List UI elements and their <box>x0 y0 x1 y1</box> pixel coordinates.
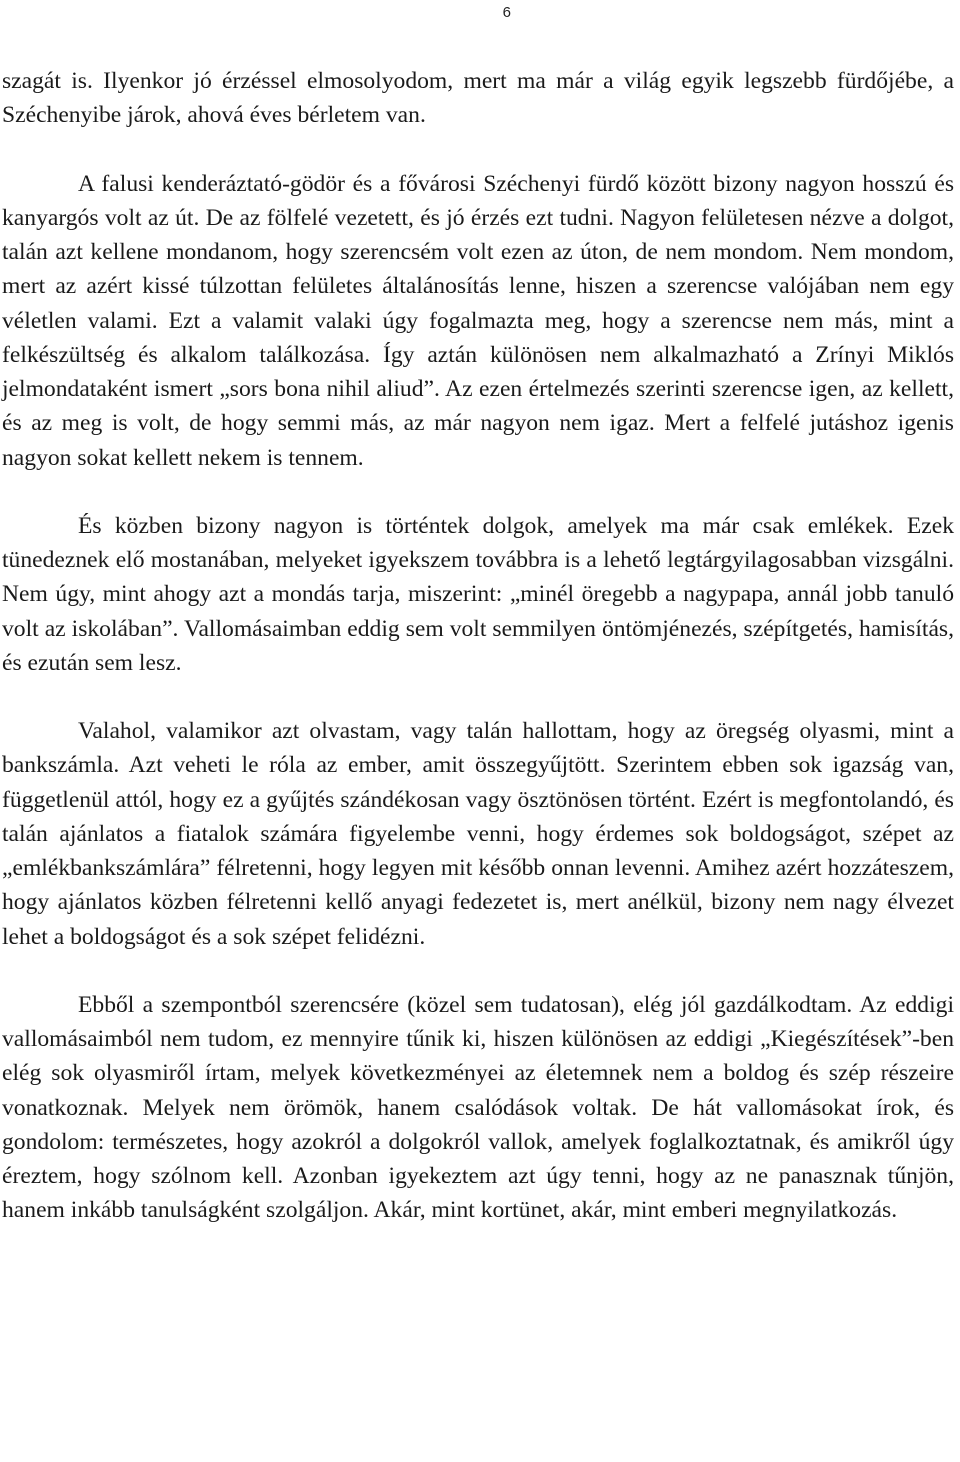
paragraph: Valahol, valamikor azt olvastam, vagy talán hallottam, hogy az öregség olyasmi, mint a bankszámla. Azt veheti le róla az ember, amit összegyűjtött. Szerintem ebben sok igazság van, függetlenül attól, hogy ez a gyűjtés szándékosan vagy ösztönösen történt. Ezért is megfontolandó, és talán ajánlatos a fiatalok számára figyelembe venni, hogy érdemes sok boldogságot, szépet az „emlékbankszámlára” félretenni, hogy legyen mit később onnan levenni. Amihez azért hozzáteszem, hogy ajánlatos közben félretenni kellő anyagi fedezetet is, mert anélkül, bizony nem nagy élvezet lehet a boldogságot és a sok szépet felidézni. <box>2 718 954 950</box>
paragraph: És közben bizony nagyon is történtek dolgok, amelyek ma már csak emlékek. Ezek tünedeznek elő mostanában, melyeket igyekszem továbbra is a lehető legtárgyilagosabban vizsgálni. Nem úgy, mint ahogy azt a mondás tarja, miszerint: „minél öregebb a nagypapa, annál jobb tanuló volt az iskolában”. Vallomásaimban eddig sem volt semmilyen öntömjénezés, szépítgetés, hamisítás, és ezután sem lesz. <box>2 512 954 676</box>
paragraph: Ebből a szempontból szerencsére (közel sem tudatosan), elég jól gazdálkodtam. Az eddigi vallomásaimból nem tudom, ez mennyire tűnik ki, hiszen különösen az eddigi „Kiegészítések”-ben elég sok olyasmiről írtam, melyek következményei az életemnek nem a boldog és szép részeire vonatkoznak. Melyek nem örömök, hanem csalódások voltak. De hát vallomásokat írok, és gondolom: természetes, hogy azokról a dolgokról vallok, amelyek foglalkoztatnak, és amikről úgy éreztem, hogy szólnom kell. Azonban igyekeztem azt úgy tenni, hogy az ne panasznak tűnjön, hanem inkább tanulságként szolgáljon. Akár, mint kortünet, akár, mint emberi megnyilatkozás. <box>2 991 954 1224</box>
page-number: 6 <box>502 4 511 21</box>
paragraph: A falusi kenderáztató-gödör és a fővárosi Széchenyi fürdő között bizony nagyon hosszú és kanyargós volt az út. De az fölfelé vezetett, és jó érzés ezt tudni. Nagyon felületesen nézve a dolgot, talán azt kellene mondanom, hogy szerencsém volt ezen az úton, de nem mondom. Nem mondom, mert az azért kissé túlzottan felületes általánosítás lenne, hiszen a szerencse valójában nem egy véletlen valami. Ezt a valamit valaki úgy fogalmazta meg, hogy a szerencse nem más, mint a felkészültség és alkalom találkozása. Így aztán különösen nem alkalmazható a Zrínyi Miklós jelmondataként ismert „sors bona nihil aliud”. Az ezen értelmezés szerinti szerencse igen, az kellett, és az meg is volt, de hogy semmi más, az már nagyon nem igaz. Mert a felfelé jutáshoz igenis nagyon sokat kellett nekem is tennem. <box>2 170 954 471</box>
document-body <box>2 64 954 1228</box>
paragraph-continuation: szagát is. Ilyenkor jó érzéssel elmosolyodom, mert ma már a világ egyik legszebb fürdőjébe, a Széchenyibe járok, ahová éves bérletem van. <box>2 68 954 129</box>
